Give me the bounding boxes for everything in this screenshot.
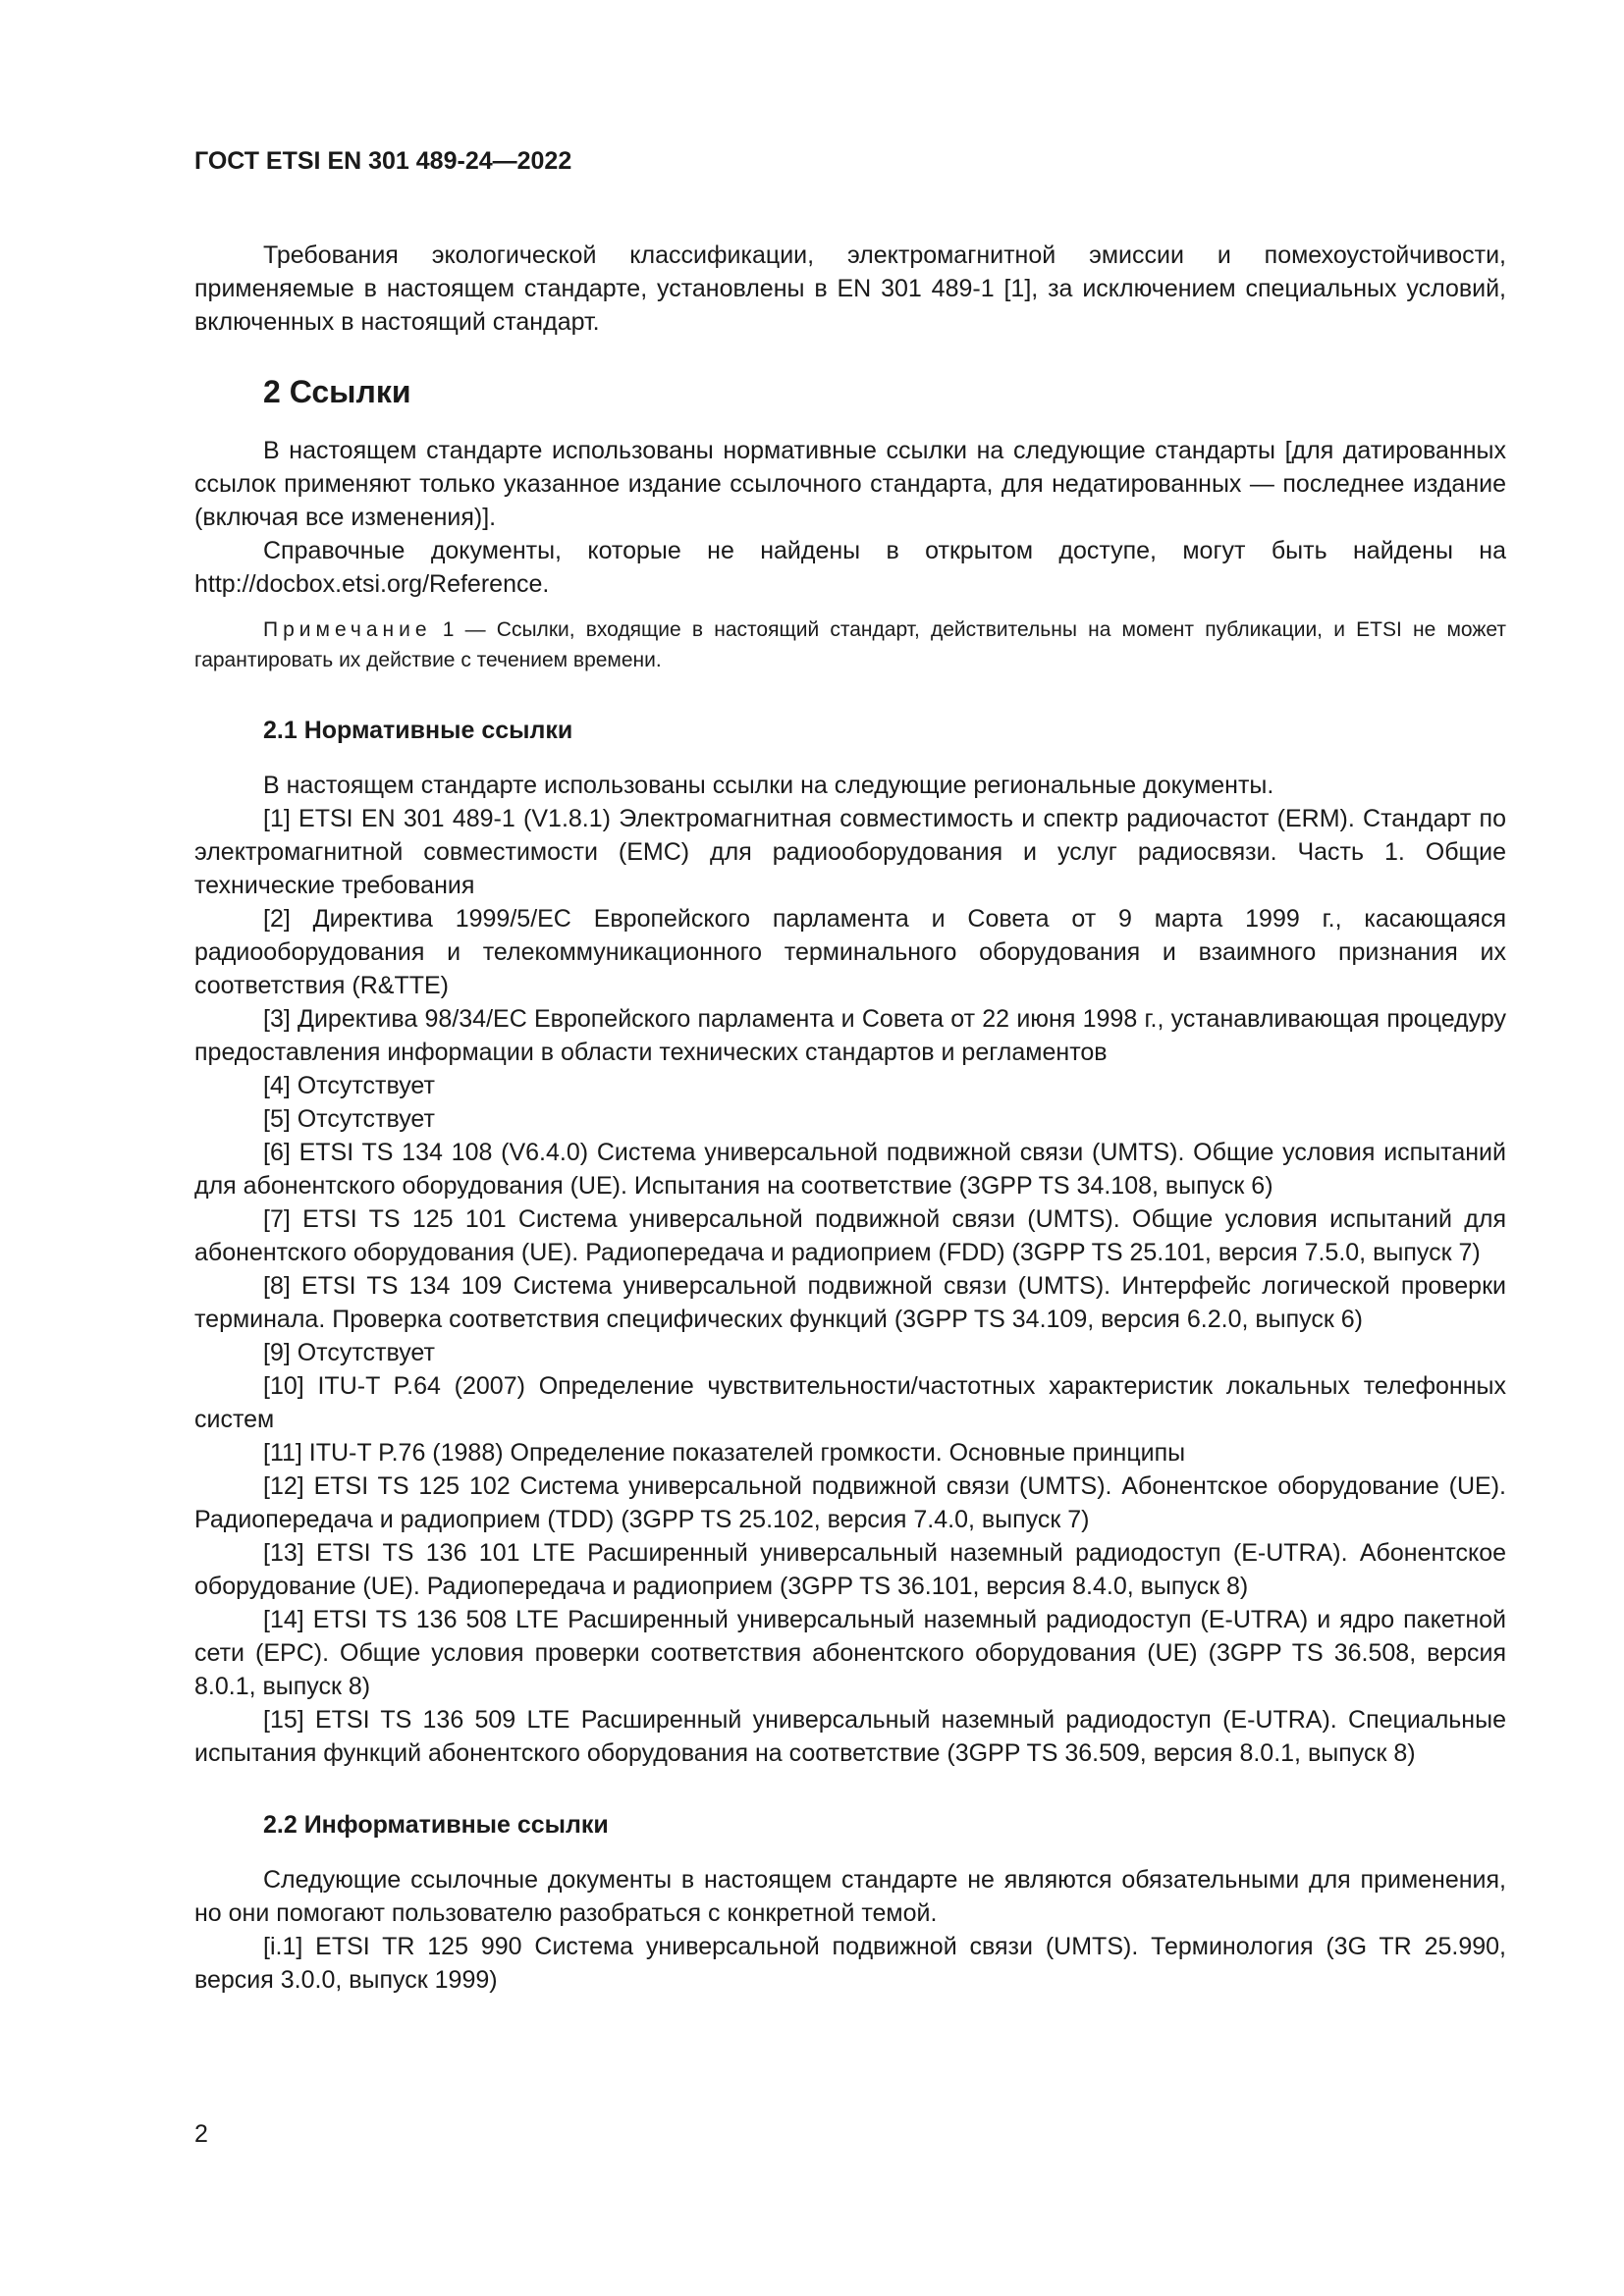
section-2-paragraph: Справочные документы, которые не найдены в открытом доступе, могут быть найдены на http://docbox.etsi.org/Reference. <box>194 537 1506 598</box>
document-header: ГОСТ ETSI EN 301 489-24—2022 <box>194 147 572 175</box>
intro-paragraph: Требования экологической классификации, электромагнитной эмиссии и помехоустойчивости, применяемые в настоящем стандарте, установлены в EN 301 489-1 [1], за исключением специальных условий, включенных в настоящий стандарт. <box>194 241 1506 336</box>
reference-item: [15] ETSI TS 136 509 LTE Расширенный универсальный наземный радиодоступ (E-UTRA). Специальные испытания функций абонентского оборудования на соответствие (3GPP TS 36.509, версия 8.0.1, выпуск 8) <box>194 1706 1506 1767</box>
reference-item: [6] ETSI TS 134 108 (V6.4.0) Система универсальной подвижной связи (UMTS). Общие условия испытаний для абонентского оборудования (UE). Испытания на соответствие (3GPP TS 34.108, выпуск 6) <box>194 1139 1506 1200</box>
reference-item: [13] ETSI TS 136 101 LTE Расширенный универсальный наземный радиодоступ (E-UTRA). Абонентское оборудование (UE). Радиопередача и радиоприем (3GPP TS 36.101, версия 8.4.0, выпуск 8) <box>194 1539 1506 1600</box>
document-page <box>194 147 1506 1997</box>
reference-item: [2] Директива 1999/5/EC Европейского парламента и Совета от 9 марта 1999 г., касающаяся радиооборудования и телекоммуникационного терминального оборудования и взаимного признания их соответствия (R&TTE) <box>194 905 1506 999</box>
reference-item: [i.1] ETSI TR 125 990 Система универсальной подвижной связи (UMTS). Терминология (3G TR 25.990, версия 3.0.0, выпуск 1999) <box>194 1933 1506 1994</box>
note-label: Примечание <box>263 618 432 641</box>
note-1 <box>194 614 1506 675</box>
reference-item: [14] ETSI TS 136 508 LTE Расширенный универсальный наземный радиодоступ (E-UTRA) и ядро пакетной сети (EPC). Общие условия проверки соответствия абонентского оборудования (UE) (3GPP TS 36.508, версия 8.0.1, выпуск 8) <box>194 1606 1506 1700</box>
reference-item: [11] ITU-T P.76 (1988) Определение показателей громкости. Основные принципы <box>263 1439 1186 1467</box>
reference-item: [9] Отсутствует <box>263 1339 435 1366</box>
section-2-2-intro: Следующие ссылочные документы в настоящем стандарте не являются обязательными для применения, но они помогают пользователю разобраться с конкретной темой. <box>194 1866 1506 1927</box>
section-2-title: 2 Ссылки <box>263 374 411 409</box>
reference-item: [8] ETSI TS 134 109 Система универсальной подвижной связи (UMTS). Интерфейс логической проверки терминала. Проверка соответствия специфических функций (3GPP TS 34.109, версия 6.2.0, выпуск 6) <box>194 1272 1506 1333</box>
reference-item: [12] ETSI TS 125 102 Система универсальной подвижной связи (UMTS). Абонентское оборудование (UE). Радиопередача и радиоприем (TDD) (3GPP TS 25.102, версия 7.4.0, выпуск 7) <box>194 1472 1506 1533</box>
note-text: 1 — Ссылки, входящие в настоящий стандарт, действительны на момент публикации, и ETSI не может гарантировать их действие с течением времени. <box>194 618 1506 671</box>
reference-item: [7] ETSI TS 125 101 Система универсальной подвижной связи (UMTS). Общие условия испытаний для абонентского оборудования (UE). Радиопередача и радиоприем (FDD) (3GPP TS 25.101, версия 7.5.0, выпуск 7) <box>194 1205 1506 1266</box>
reference-item: [1] ETSI EN 301 489-1 (V1.8.1) Электромагнитная совместимость и спектр радиочастот (ERM). Стандарт по электромагнитной совместимости (EMC) для радиооборудования и услуг радиосвязи. Часть 1. Общие технические требования <box>194 805 1506 899</box>
page-number: 2 <box>194 2120 208 2148</box>
reference-item: [4] Отсутствует <box>263 1072 435 1099</box>
section-2-2-title: 2.2 Информативные ссылки <box>263 1811 609 1839</box>
section-2-1-intro: В настоящем стандарте использованы ссылки на следующие региональные документы. <box>263 772 1274 799</box>
reference-item: [5] Отсутствует <box>263 1105 435 1133</box>
section-2-1-title: 2.1 Нормативные ссылки <box>263 717 573 744</box>
section-2-paragraph: В настоящем стандарте использованы нормативные ссылки на следующие стандарты [для датированных ссылок применяют только указанное издание ссылочного стандарта, для недатированных — последнее издание (включая все изменения)]. <box>194 437 1506 531</box>
reference-item: [10] ITU-T P.64 (2007) Определение чувствительности/частотных характеристик локальных телефонных систем <box>194 1372 1506 1433</box>
reference-item: [3] Директива 98/34/EC Европейского парламента и Совета от 22 июня 1998 г., устанавливающая процедуру предоставления информации в области технических стандартов и регламентов <box>194 1005 1506 1066</box>
